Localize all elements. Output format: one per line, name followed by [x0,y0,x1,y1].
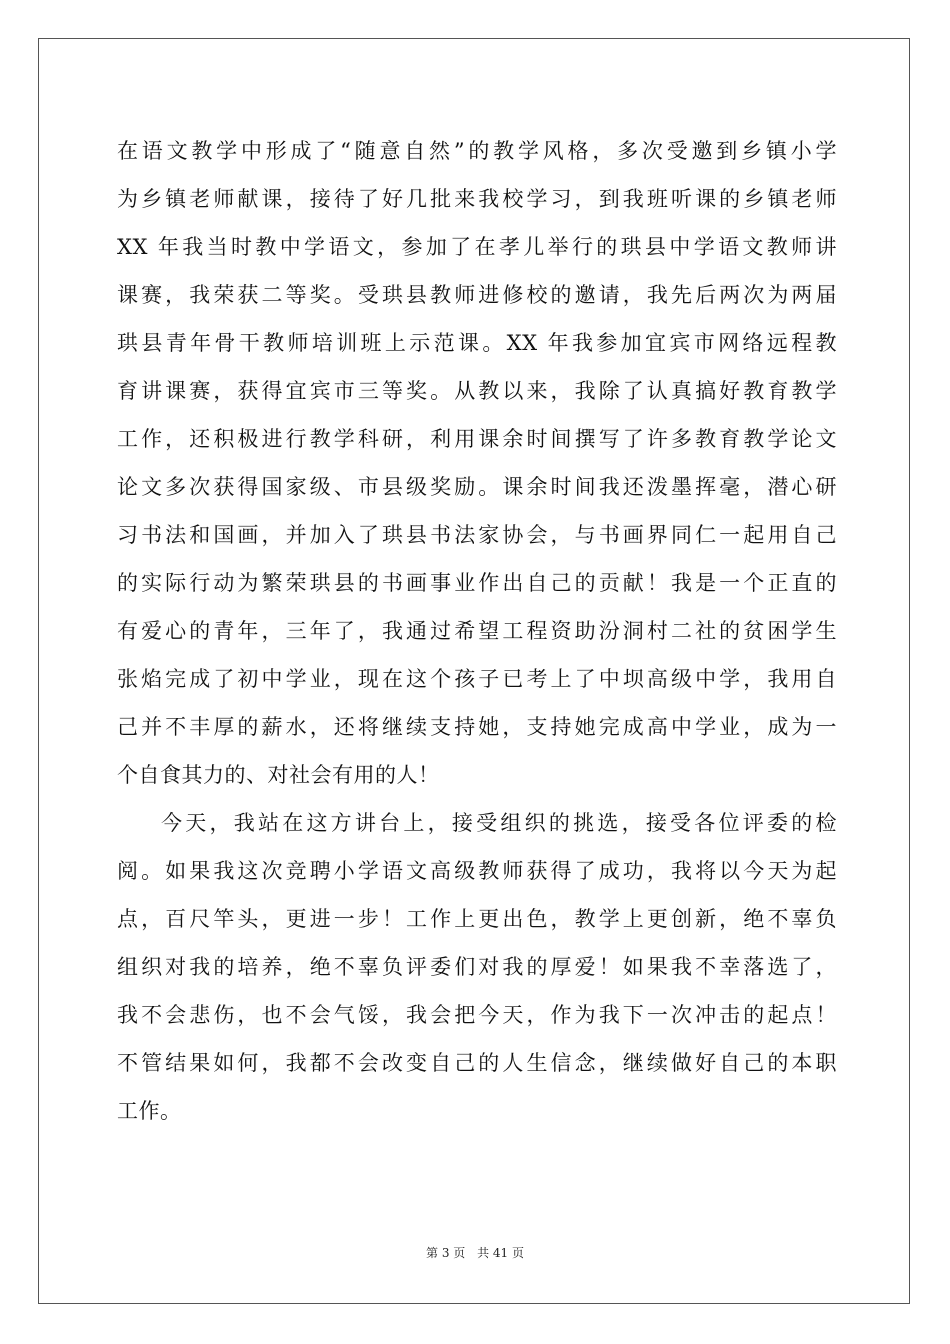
page-total: 共 41 页 [477,1246,524,1260]
text-line: 育讲课赛，获得宜宾市三等奖。从教以来，我除了认真搞好教育教学 [117,379,837,403]
page-footer [0,1244,950,1261]
text-line: 我不会悲伤，也不会气馁，我会把今天，作为我下一次冲击的起点！ [117,1003,837,1027]
paragraph-2 [117,799,837,1135]
text-line: 今天，我站在这方讲台上，接受组织的挑选，接受各位评委的检 [161,811,837,835]
text-line: 论文多次获得国家级、市县级奖励。课余时间我还泼墨挥毫，潜心研 [117,475,837,499]
text-line: 点，百尺竿头，更进一步！工作上更出色，教学上更创新，绝不辜负 [117,907,837,931]
text-line: 组织对我的培养，绝不辜负评委们对我的厚爱！如果我不幸落选了， [117,955,837,979]
text-line: 工作。 [117,1099,182,1123]
text-line: 在语文教学中形成了“随意自然”的教学风格，多次受邀到乡镇小学 [117,139,837,163]
text-line: 有爱心的青年，三年了，我通过希望工程资助汾洞村二社的贫困学生 [117,619,837,643]
text-line: 张焰完成了初中学业，现在这个孩子已考上了中坝高级中学，我用自 [117,667,837,691]
paragraph-1 [117,127,837,799]
text-line: 课赛，我荣获二等奖。受珙县教师进修校的邀请，我先后两次为两届 [117,283,837,307]
text-line: 己并不丰厚的薪水，还将继续支持她，支持她完成高中学业，成为一 [117,715,837,739]
text-line: 不管结果如何，我都不会改变自己的人生信念，继续做好自己的本职 [117,1051,837,1075]
document-body [117,127,837,1135]
text-line: 为乡镇老师献课，接待了好几批来我校学习，到我班听课的乡镇老师 [117,187,837,211]
page-number: 第 3 页 [426,1246,466,1260]
text-line: 阅。如果我这次竞聘小学语文高级教师获得了成功，我将以今天为起 [117,859,837,883]
text-line: 习书法和国画，并加入了珙县书法家协会，与书画界同仁一起用自己 [117,523,837,547]
text-line: XX 年我当时教中学语文，参加了在孝儿举行的珙县中学语文教师讲 [117,235,837,259]
text-line: 的实际行动为繁荣珙县的书画事业作出自己的贡献！我是一个正直的 [117,571,837,595]
text-line: 珙县青年骨干教师培训班上示范课。XX 年我参加宜宾市网络远程教 [117,331,837,355]
text-line: 工作，还积极进行教学科研，利用课余时间撰写了许多教育教学论文 [117,427,837,451]
text-line: 个自食其力的、对社会有用的人！ [117,763,440,787]
